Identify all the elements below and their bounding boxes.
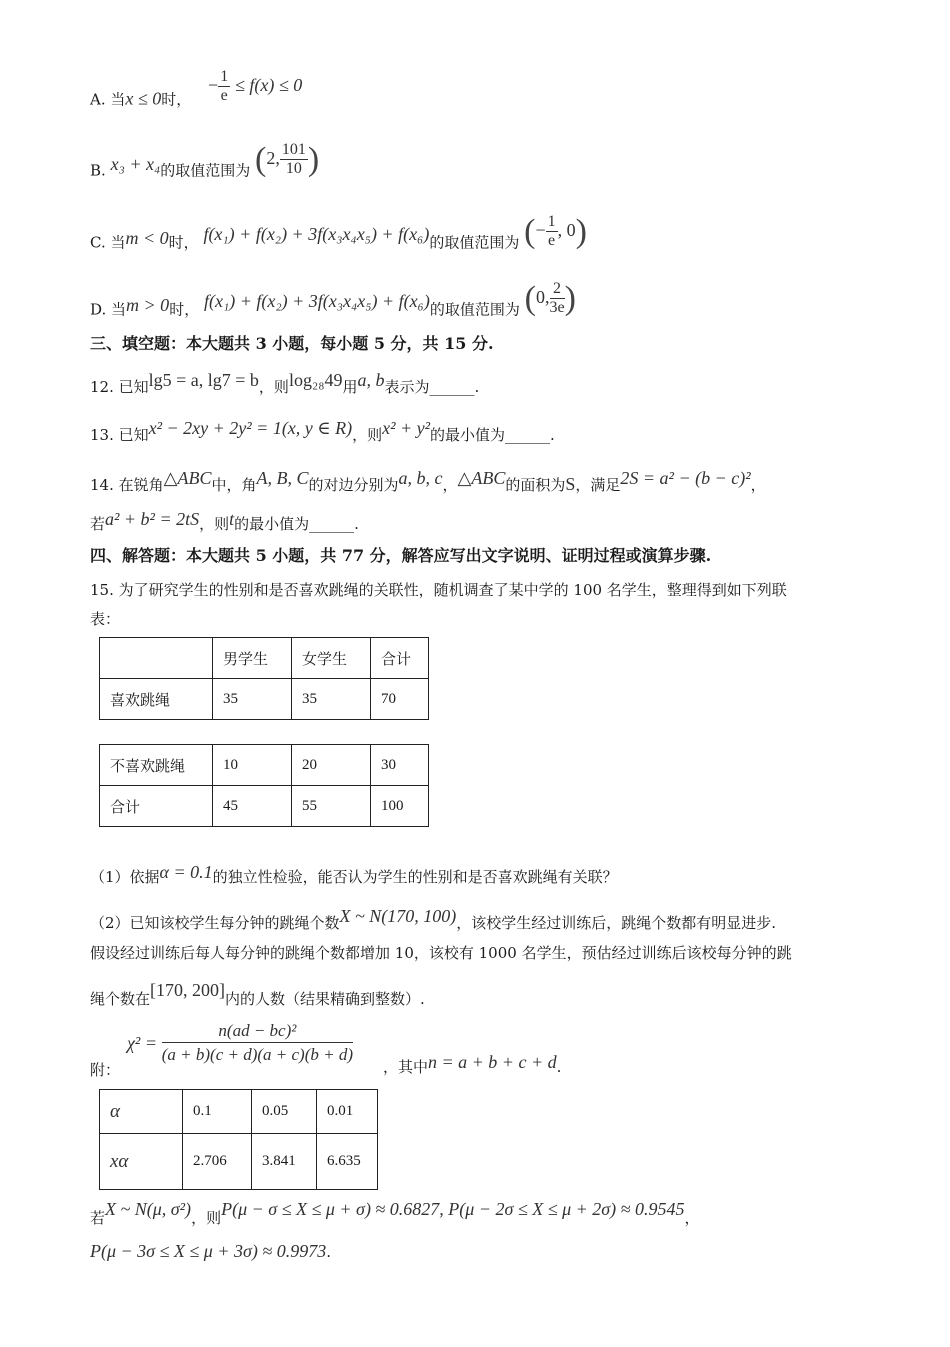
option-c-condition: m < 0 [125, 227, 169, 248]
appendix-math: n = a + b + c + d [428, 1052, 557, 1072]
q15-intro-line-1: 15. 为了研究学生的性别和是否喜欢跳绳的关联性，随机调查了某中学的 100 名学生，整理得到如下列联 [90, 581, 787, 599]
normal-text-a: 若 [90, 1209, 106, 1227]
table-cell: 喜欢跳绳 [100, 679, 213, 720]
appendix-label: 附： [90, 1061, 121, 1079]
q14-text-e: 的面积为 [505, 476, 566, 494]
option-c-expression: f(x₁) + f(x₂) + 3f(x₃x₄x₅) + f(x₆) [203, 223, 430, 244]
table-row [100, 1134, 378, 1190]
option-d-fraction [550, 280, 565, 317]
q14-math-6: 2S = a² − (b − c)² [620, 468, 751, 488]
q12-math-2: log₂₈49 [288, 370, 343, 390]
q15-p2-line3-math: [170, 200] [150, 980, 226, 1000]
table-row [100, 638, 429, 679]
q14-math-7: a² + b² = 2tS [105, 509, 200, 529]
option-d-expression: f(x₁) + f(x₂) + 3f(x₃x₄x₅) + f(x₆) [203, 290, 430, 311]
q15-part-2 [90, 906, 777, 933]
option-b-text: 的取值范围为 [160, 161, 251, 180]
critical-value-table [99, 1089, 378, 1190]
q14-text-h: 若 [90, 515, 106, 533]
q14-text-j: 的最小值为______. [234, 515, 359, 533]
q14-text-g: ， [750, 476, 766, 494]
chi-square-fraction [162, 1020, 353, 1067]
appendix-tail [383, 1052, 562, 1077]
table-cell: 0.1 [183, 1090, 252, 1134]
option-d [90, 279, 576, 329]
section-4-heading: 四、解答题：本大题共 5 小题，共 77 分，解答应写出文字说明、证明过程或演算步骤. [90, 546, 712, 565]
chi-square-formula [127, 1020, 353, 1067]
option-d-label: D. 当 [90, 300, 127, 319]
q15-p2-math: X ~ N(170, 100) [339, 906, 457, 926]
option-a-frac-num: 1 [220, 68, 229, 85]
q15-p2-text-b: ，该校学生经过训练后，跳绳个数都有明显进步. [456, 914, 777, 932]
table-cell: α [100, 1090, 183, 1134]
normal-math-1: X ~ N(μ, σ²) [105, 1199, 192, 1219]
table-cell: 20 [292, 745, 371, 786]
option-c [90, 212, 587, 262]
table-cell: 70 [371, 679, 429, 720]
table-cell [100, 638, 213, 679]
question-12 [90, 370, 480, 397]
option-a-frac-den: e [220, 87, 228, 104]
q15-part-2-line-2: 假设经过训练后每人每分钟的跳绳个数都增加 10，该校有 1000 名学生，预估经过训练后该校每分钟的跳 [90, 944, 792, 962]
left-paren: ( [255, 140, 267, 178]
option-a-fraction [218, 68, 230, 105]
q14-math-1: △ABC [163, 468, 212, 488]
option-c-mid: 时， [168, 233, 199, 252]
table-cell: 10 [213, 745, 292, 786]
table-cell: 0.05 [252, 1090, 317, 1134]
table-row [100, 786, 429, 827]
q13-math-2: x² + y² [382, 418, 431, 438]
q14-math-4: △ABC [457, 468, 506, 488]
q15-p2-line3-text-b: 内的人数（结果精确到整数）. [225, 990, 425, 1008]
q14-text-i: ，则 [199, 515, 230, 533]
table-cell: 100 [371, 786, 429, 827]
option-c-text: 的取值范围为 [429, 233, 520, 252]
table-cell: 2.706 [183, 1134, 252, 1190]
chi-square-numerator: n(ad − bc)² [162, 1020, 353, 1043]
q15-p2-line3-text-a: 绳个数在 [90, 990, 151, 1008]
option-d-text: 的取值范围为 [429, 300, 520, 319]
option-c-range-right: , 0 [557, 219, 576, 240]
table-row [100, 745, 429, 786]
q15-p1-text-a: （1）依据 [90, 868, 160, 886]
option-a-minus: − [208, 74, 219, 95]
option-d-frac-num: 2 [550, 280, 565, 299]
q13-text-b: ，则 [352, 426, 383, 444]
q14-math-2: A, B, C [256, 468, 309, 488]
q15-part-1 [90, 862, 618, 887]
section-3-heading: 三、填空题：本大题共 3 小题，每小题 5 分，共 15 分. [90, 334, 494, 353]
table-cell: 女学生 [292, 638, 371, 679]
normal-end: . [326, 1243, 332, 1261]
option-b-fraction [280, 141, 308, 178]
question-13 [90, 418, 555, 445]
left-paren: ( [524, 279, 536, 317]
q12-math-1: lg5 = a, lg7 = b [148, 370, 259, 390]
normal-text-c: ， [684, 1209, 700, 1227]
option-b [90, 140, 320, 190]
table-cell: 合计 [100, 786, 213, 827]
q12-text-c: 用 [342, 378, 358, 396]
table-row [100, 679, 429, 720]
q13-math-1: x² − 2xy + 2y² = 1(x, y ∈ R) [148, 418, 353, 438]
table-cell: 3.841 [252, 1134, 317, 1190]
table-cell: 45 [213, 786, 292, 827]
q12-text-b: ，则 [258, 378, 289, 396]
chi-square-lhs: χ² = [127, 1033, 157, 1053]
option-b-frac-num: 101 [281, 141, 306, 158]
option-b-frac-den: 10 [285, 160, 302, 177]
q14-text-a: 14. 在锐角 [90, 476, 164, 494]
option-a-mid: 时， [161, 90, 192, 109]
option-a [90, 68, 303, 119]
option-c-frac-den: e [548, 232, 556, 249]
q14-text-c: 的对边分别为 [308, 476, 399, 494]
question-14 [90, 468, 766, 495]
normal-text-b: ，则 [191, 1209, 222, 1227]
q15-p2-text-a: （2）已知该校学生每分钟的跳绳个数 [90, 914, 340, 932]
table-cell: 合计 [371, 638, 429, 679]
q13-text-c: 的最小值为______. [430, 426, 555, 444]
option-d-range-left: 0, [536, 286, 550, 307]
appendix [90, 1060, 120, 1080]
q14-text-b: 中，角 [211, 476, 257, 494]
chi-square-denominator: (a + b)(c + d)(a + c)(b + d) [161, 1045, 354, 1064]
q12-text-d: 表示为______. [384, 378, 480, 396]
option-d-frac-den: 3e [549, 299, 565, 316]
q13-text-a: 13. 已知 [90, 426, 149, 444]
normal-facts-line-2 [90, 1241, 331, 1262]
q14-math-8: t [229, 509, 235, 529]
option-c-frac-num: 1 [547, 213, 556, 230]
table-cell: 男学生 [213, 638, 292, 679]
table-cell: 30 [371, 745, 429, 786]
contingency-table-top [99, 637, 429, 720]
option-b-range-left: 2, [266, 147, 280, 168]
table-cell: 55 [292, 786, 371, 827]
q12-math-3: a, b [357, 370, 385, 390]
option-a-expression: ≤ f(x) ≤ 0 [234, 74, 303, 95]
q14-math-3: a, b, c [398, 468, 443, 488]
table-cell: 6.635 [317, 1134, 378, 1190]
q15-p1-text-b: 的独立性检验，能否认为学生的性别和是否喜欢跳绳有关联？ [212, 868, 618, 886]
q15-p1-math: α = 0.1 [159, 862, 213, 882]
table-cell: 35 [213, 679, 292, 720]
q14-math-5: S [565, 474, 576, 494]
table-cell: 0.01 [317, 1090, 378, 1134]
normal-facts-line-1 [90, 1199, 700, 1228]
left-paren: ( [524, 212, 536, 250]
appendix-end: . [556, 1058, 562, 1076]
option-d-condition: m > 0 [126, 294, 170, 315]
q12-text-a: 12. 已知 [90, 378, 149, 396]
option-b-label: B. [90, 161, 106, 180]
q14-text-f: ，满足 [575, 476, 621, 494]
option-b-expression: x₃ + x₄ [110, 153, 161, 174]
normal-math-2: P(μ − σ ≤ X ≤ μ + σ) ≈ 0.6827, P(μ − 2σ ≤ X ≤ μ + 2σ) ≈ 0.9545 [221, 1199, 685, 1219]
right-paren: ) [564, 279, 576, 317]
option-c-range-left: − [535, 219, 546, 240]
option-a-condition: x ≤ 0 [125, 88, 162, 109]
normal-math-3: P(μ − 3σ ≤ X ≤ μ + 3σ) ≈ 0.9973 [90, 1241, 327, 1261]
table-cell: 不喜欢跳绳 [100, 745, 213, 786]
question-14-line-2 [90, 509, 359, 534]
right-paren: ) [307, 140, 320, 178]
q15-intro-line-2: 表： [90, 610, 121, 628]
appendix-text: ，其中 [383, 1058, 429, 1076]
option-c-label: C. 当 [90, 233, 126, 252]
table-cell: xα [100, 1134, 183, 1190]
option-a-label: A. 当 [90, 90, 126, 109]
option-d-mid: 时， [169, 300, 200, 319]
q14-text-d: ， [442, 476, 458, 494]
table-cell: 35 [292, 679, 371, 720]
q15-part-2-line-3 [90, 980, 425, 1009]
option-c-fraction [546, 213, 558, 250]
table-row [100, 1090, 378, 1134]
right-paren: ) [575, 212, 587, 250]
contingency-table-bottom [99, 744, 429, 827]
